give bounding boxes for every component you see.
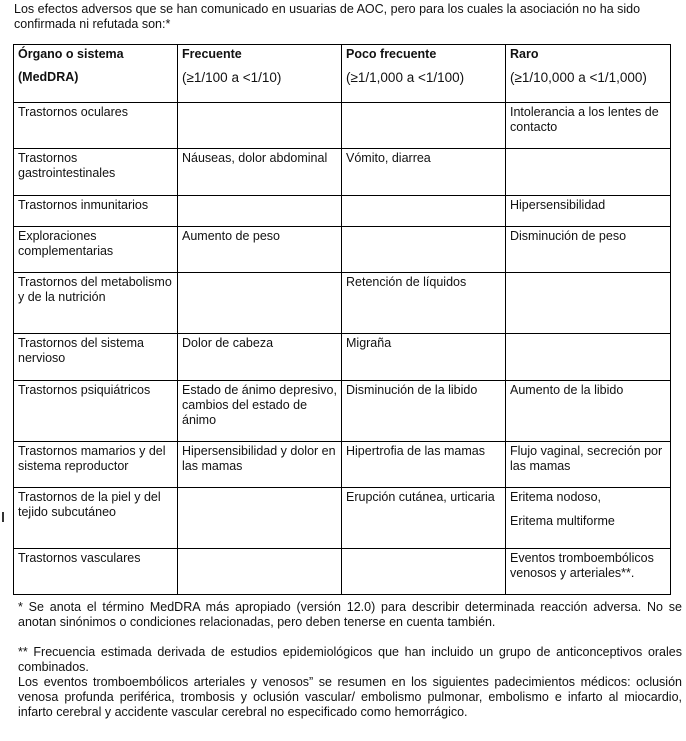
frequent-cell <box>178 549 342 595</box>
rare-cell <box>506 149 671 196</box>
table-header-row <box>14 45 671 103</box>
uncommon-cell: Migraña <box>342 334 506 381</box>
header-organ <box>14 45 178 103</box>
intro-text: Los efectos adversos que se han comunicado en usuarias de AOC, pero para los cuales la asociación no ha sido confirmada ni refutada son:* <box>14 2 641 31</box>
organ-cell: Trastornos inmunitarios <box>14 196 178 227</box>
frequent-cell: Dolor de cabeza <box>178 334 342 381</box>
uncommon-cell: Erupción cutánea, urticaria <box>342 488 506 549</box>
rare-cell: Eventos tromboembólicos venosos y arteriales**. <box>506 549 671 595</box>
organ-cell: Trastornos vasculares <box>14 549 178 595</box>
uncommon-cell <box>342 196 506 227</box>
header-rare <box>506 45 671 103</box>
organ-cell: Trastornos de la piel y del tejido subcutáneo <box>14 488 178 549</box>
table-row <box>14 488 671 549</box>
frequent-cell <box>178 103 342 149</box>
table-row <box>14 549 671 595</box>
table-row <box>14 196 671 227</box>
frequent-cell <box>178 196 342 227</box>
header-frequent-title: Frecuente <box>182 47 242 61</box>
rare-cell: Disminución de peso <box>506 227 671 273</box>
rare-cell-line1: Eritema nodoso, <box>510 490 602 504</box>
uncommon-cell: Hipertrofia de las mamas <box>342 442 506 488</box>
header-organ-title: Órgano o sistema <box>18 47 124 61</box>
header-organ-sub: (MedDRA) <box>18 70 79 84</box>
organ-cell: Trastornos mamarios y del sistema reproductor <box>14 442 178 488</box>
rare-cell: Flujo vaginal, secreción por las mamas <box>506 442 671 488</box>
frequent-cell <box>178 488 342 549</box>
organ-cell: Trastornos gastrointestinales <box>14 149 178 196</box>
uncommon-cell <box>342 549 506 595</box>
table-row <box>14 442 671 488</box>
rare-cell: Intolerancia a los lentes de contacto <box>506 103 671 149</box>
rare-cell: Hipersensibilidad <box>506 196 671 227</box>
uncommon-cell: Retención de líquidos <box>342 273 506 334</box>
table-row <box>14 149 671 196</box>
header-rare-title: Raro <box>510 47 539 61</box>
adverse-effects-table <box>13 44 671 595</box>
organ-cell: Trastornos del sistema nervioso <box>14 334 178 381</box>
rare-cell <box>506 273 671 334</box>
rare-cell: Aumento de la libido <box>506 381 671 442</box>
uncommon-cell: Vómito, diarrea <box>342 149 506 196</box>
table-row <box>14 273 671 334</box>
uncommon-cell: Disminución de la libido <box>342 381 506 442</box>
footnote-3: Los eventos tromboembólicos arteriales y venosos” se resumen en los siguientes padecimientos médicos: oclusión venosa profunda periférica, trombosis y oclusión vascular/ embolismo pulmonar, embolismo e infarto al miocardio, infarto cerebral y accidente vascular cerebral no especificado como hemorrágico. <box>18 675 682 719</box>
uncommon-cell <box>342 227 506 273</box>
organ-cell: Trastornos del metabolismo y de la nutrición <box>14 273 178 334</box>
organ-cell: Trastornos psiquiátricos <box>14 381 178 442</box>
table-row <box>14 103 671 149</box>
frequent-cell: Aumento de peso <box>178 227 342 273</box>
header-frequent-range: (≥1/100 a <1/10) <box>182 70 282 85</box>
header-frequent <box>178 45 342 103</box>
frequent-cell: Náuseas, dolor abdominal <box>178 149 342 196</box>
rare-cell <box>506 488 671 549</box>
rare-cell-line2: Eritema multiforme <box>510 514 615 528</box>
table-row <box>14 227 671 273</box>
rare-cell <box>506 334 671 381</box>
margin-marker <box>2 512 4 522</box>
frequent-cell: Hipersensibilidad y dolor en las mamas <box>178 442 342 488</box>
header-uncommon <box>342 45 506 103</box>
footnote-1: * Se anota el término MedDRA más apropiado (versión 12.0) para describir determinada reacción adversa. No se anotan sinónimos o condiciones relacionadas, pero deben tenerse en cuenta también. <box>18 600 682 629</box>
organ-cell: Exploraciones complementarias <box>14 227 178 273</box>
frequent-cell <box>178 273 342 334</box>
organ-cell: Trastornos oculares <box>14 103 178 149</box>
uncommon-cell <box>342 103 506 149</box>
table-row <box>14 381 671 442</box>
header-uncommon-title: Poco frecuente <box>346 47 437 61</box>
header-uncommon-range: (≥1/1,000 a <1/100) <box>346 70 465 85</box>
frequent-cell: Estado de ánimo depresivo, cambios del estado de ánimo <box>178 381 342 442</box>
footnotes <box>18 600 682 720</box>
header-rare-range: (≥1/10,000 a <1/1,000) <box>510 70 647 85</box>
footnote-2: ** Frecuencia estimada derivada de estudios epidemiológicos que han incluido un grupo de anticonceptivos orales combinados. <box>18 645 682 674</box>
table-row <box>14 334 671 381</box>
